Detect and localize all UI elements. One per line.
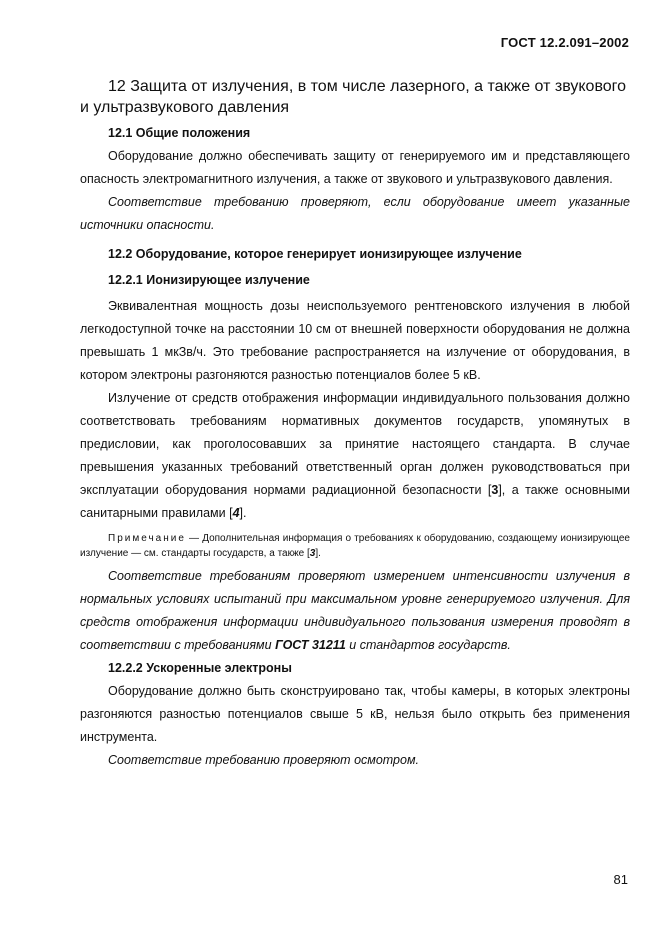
note — [80, 531, 630, 561]
paragraph-check — [80, 565, 630, 657]
subsection-title-12-2-2: 12.2.2 Ускоренные электроны — [108, 661, 292, 675]
text-span: ]. — [239, 506, 247, 520]
paragraph: Оборудование должно обеспечивать защиту от генерируемого им и представляющего опасность электромагнитного излучения, а также от звукового и ультразвукового давления. — [80, 149, 630, 186]
note-label: Примечание — [108, 533, 186, 544]
paragraph-check: Соответствие требованию проверяют, если оборудование имеет указанные источники опасности. — [80, 195, 630, 232]
section-title: 12 Защита от излучения, в том числе лазерного, а также от звукового и ультразвукового давления — [80, 78, 627, 116]
standard-code: ГОСТ 12.2.091–2002 — [500, 35, 629, 50]
paragraph: Эквивалентная мощность дозы неиспользуемого рентгеновского излучения в любой легкодоступной точке на расстоянии 10 см от внешней поверхности оборудования не должна превышать 1 мкЗв/ч. Это требование распространяется на излучение от оборудования, в котором электроны разгоняются разностью потенциалов более 5 кВ. — [80, 299, 630, 382]
subsection-title-12-1: 12.1 Общие положения — [108, 126, 251, 140]
paragraph — [80, 387, 630, 525]
reference: 4 — [232, 506, 240, 520]
text-span: ], а также основными санитарными правилами [ — [80, 483, 630, 520]
paragraph: Оборудование должно быть сконструировано так, чтобы камеры, в которых электроны разгоняются разностью потенциалов свыше 5 кВ, нельзя было открыть без применения инструмента. — [80, 684, 630, 744]
subsection-title-12-2: 12.2 Оборудование, которое генерирует ионизирующее излучение — [108, 247, 522, 261]
page-content — [80, 76, 630, 772]
paragraph-check: Соответствие требованию проверяют осмотром. — [108, 753, 420, 767]
text-span: ]. — [315, 548, 321, 559]
page-number: 81 — [613, 872, 628, 887]
reference: 3 — [491, 483, 499, 497]
note-text: — Дополнительная информация о требованиях к оборудованию, создающему ионизирующее излучение — см. стандарты государств, а также [ — [80, 533, 630, 559]
text-span: и стандартов государств. — [345, 638, 511, 652]
standard-reference: ГОСТ 31211 — [275, 638, 346, 652]
subsection-title-12-2-1: 12.2.1 Ионизирующее излучение — [108, 273, 310, 287]
text-span: Излучение от средств отображения информации индивидуального пользования должно соответствовать требованиям нормативных документов государств, упомянутых в предисловии, как проголосовавших за принятие настоящего стандарта. В случае превышения указанных требований ответственный орган должен руководствоваться при эксплуатации оборудования нормами радиационной безопасности [ — [80, 391, 630, 497]
text-span: Соответствие требованиям проверяют измерением интенсивности излучения в нормальных условиях испытаний при максимальном уровне генерируемого излучения. Для средств отображения информации индивидуального пользования измерения проводят в соответствии с требованиями — [80, 569, 630, 652]
reference: 3 — [309, 548, 316, 559]
